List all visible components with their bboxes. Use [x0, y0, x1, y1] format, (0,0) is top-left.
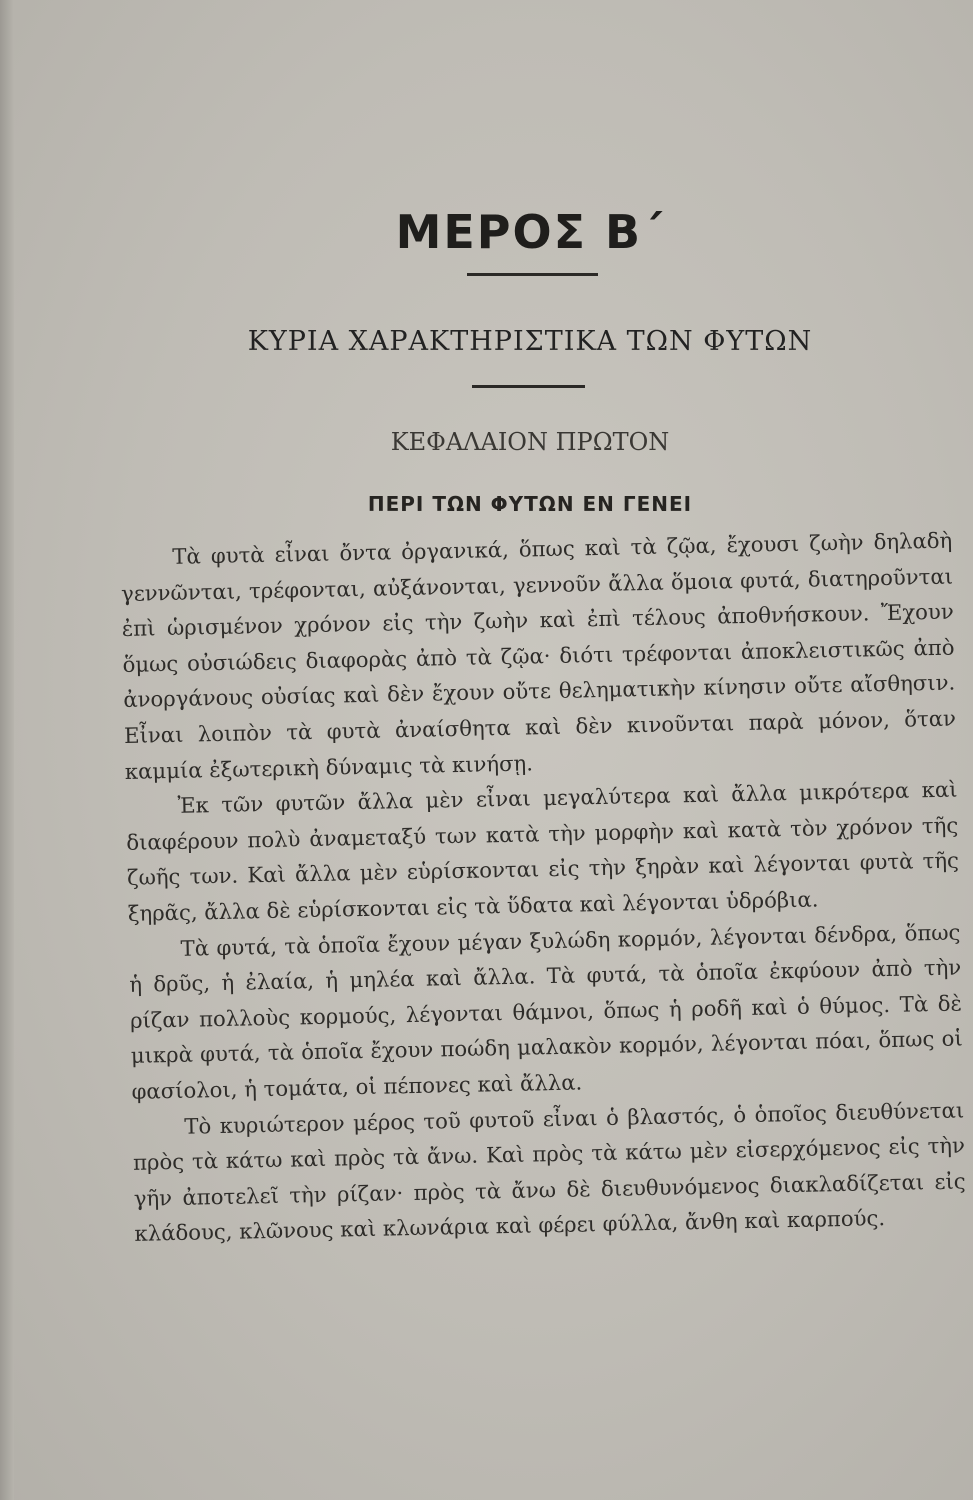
- paragraph: Τὰ φυτὰ εἶναι ὄντα ὀργανικά, ὅπως καὶ τὰ ζῷα, ἔχουσι ζωὴν δηλαδὴ γεννῶνται, τρέφονται, αὐξάνονται, γεννοῦν ἄλλα ὅμοια φυτά, διατηροῦνται ἐπὶ ὡρισμένον χρόνον εἰς τὴν ζωὴν καὶ ἐπὶ τέλους ἀποθνήσκουν. Ἔχουν ὅμως οὐσιώδεις διαφορὰς ἀπὸ τὰ ζῷα· διότι τρέφονται ἀποκλειστικῶς ἀπὸ ἀνοργάνους οὐσίας καὶ δὲν ἔχουν οὔτε θεληματικὴν κίνησιν οὔτε αἴσθησιν. Εἶναι λοιπὸν τὰ φυτὰ ἀναίσθητα καὶ δὲν κινοῦνται παρὰ μόνον, ὅταν καμμία ἐξωτερικὴ δύναμις τὰ κινήσῃ.: [120, 527, 957, 784]
- divider-rule: [467, 273, 598, 276]
- chapter-title: ΚΕΦΑΛΑΙΟΝ ΠΡΩΤΟΝ: [390, 428, 670, 456]
- main-title: ΚΥΡΙΑ ΧΑΡΑΚΤΗΡΙΣΤΙΚΑ ΤΩΝ ΦΥΤΩΝ: [247, 326, 813, 357]
- paragraph: Τὸ κυριώτερον μέρος τοῦ φυτοῦ εἶναι ὁ βλαστός, ὁ ὁποῖος διευθύνεται πρὸς τὰ κάτω καὶ πρὸς τὰ ἄνω. Καὶ πρὸς τὰ κάτω μὲν εἰσερχόμενος εἰς τὴν γῆν ἀποτελεῖ τὴν ρίζαν· πρὸς τὰ ἄνω δὲ διευθυνόμενος διακλαδίζεται εἰς κλάδους, κλῶνους καὶ κλωνάρια καὶ φέρει φύλλα, ἄνθη καὶ καρπούς.: [132, 1096, 966, 1247]
- body-text: [120, 523, 967, 1252]
- paragraph: Τὰ φυτά, τὰ ὁποῖα ἔχουν μέγαν ξυλώδη κορμόν, λέγονται δένδρα, ὅπως ἡ δρῦς, ἡ ἐλαία, ἡ μηλέα καὶ ἄλλα. Τὰ φυτά, τὰ ὁποῖα ἐκφύουν ἀπὸ τὴν ρίζαν πολλοὺς κορμούς, λέγονται θάμνοι, ὅπως ἡ ροδῆ καὶ ὁ θύμος. Τὰ δὲ μικρὰ φυτά, τὰ ὁποῖα ἔχουν ποώδη μαλακὸν κορμόν, λέγονται πόαι, ὅπως οἱ φασίολοι, ἡ τομάτα, οἱ πέπονες καὶ ἄλλα.: [129, 919, 963, 1104]
- section-title: ΠΕΡΙ ΤΩΝ ΦΥΤΩΝ ΕΝ ΓΕΝΕΙ: [367, 492, 693, 516]
- part-title: ΜΕΡΟΣ Β΄: [395, 205, 665, 259]
- divider-rule: [472, 385, 585, 388]
- paragraph: Ἐκ τῶν φυτῶν ἄλλα μὲν εἶναι μεγαλύτερα καὶ ἄλλα μικρότερα καὶ διαφέρουν πολὺ ἀναμεταξύ των κατὰ τὴν μορφὴν καὶ κατὰ τὸν χρόνον τῆς ζωῆς των. Καὶ ἄλλα μὲν εὑρίσκονται εἰς τὴν ξηρὰν καὶ λέγονται φυτὰ τῆς ξηρᾶς, ἄλλα δὲ εὑρίσκονται εἰς τὰ ὕδατα καὶ λέγονται ὑδρόβια.: [126, 776, 960, 926]
